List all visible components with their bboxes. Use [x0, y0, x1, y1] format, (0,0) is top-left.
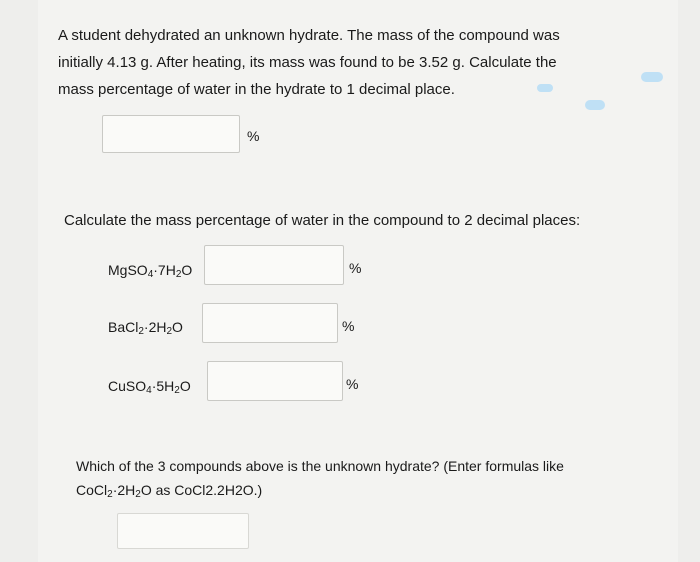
cuso4-percent-input[interactable]: [207, 361, 343, 401]
question-2-text: Calculate the mass percentage of water in the compound to 2 decimal places:: [64, 212, 581, 229]
blur-speck: [641, 72, 663, 82]
question-3-line-2: $CoCl_2\cdot 2H_2O$ as CoCl2.2H2O.): [76, 482, 263, 500]
percent-unit: %: [342, 318, 355, 334]
blur-speck: [585, 100, 605, 110]
problem-line-3: mass percentage of water in the hydrate to 1 decimal place.: [58, 81, 455, 98]
compound-label-cuso4: $CuSO_4\cdot 5H_2O$: [108, 378, 191, 396]
mgso4-percent-input[interactable]: [204, 245, 344, 285]
percent-unit: %: [346, 376, 359, 392]
percent-unit: %: [247, 128, 260, 144]
hydrate-water-percent-input[interactable]: [102, 115, 240, 153]
problem-line-1: A student dehydrated an unknown hydrate. The mass of the compound was: [58, 27, 560, 44]
question-3-line-1: Which of the 3 compounds above is the unknown hydrate? (Enter formulas like: [76, 458, 564, 474]
compound-label-bacl2: $BaCl_2\cdot 2H_2O$: [108, 319, 183, 337]
blur-speck: [537, 84, 553, 92]
bacl2-percent-input[interactable]: [202, 303, 338, 343]
question-3-text: [76, 454, 636, 507]
problem-statement: [58, 22, 618, 103]
problem-line-2: initially 4.13 g. After heating, its mass was found to be 3.52 g. Calculate the: [58, 54, 557, 71]
compound-label-mgso4: $MgSO_4\cdot 7H_2O$: [108, 262, 193, 280]
unknown-hydrate-formula-input[interactable]: [117, 513, 249, 549]
percent-unit: %: [349, 260, 362, 276]
